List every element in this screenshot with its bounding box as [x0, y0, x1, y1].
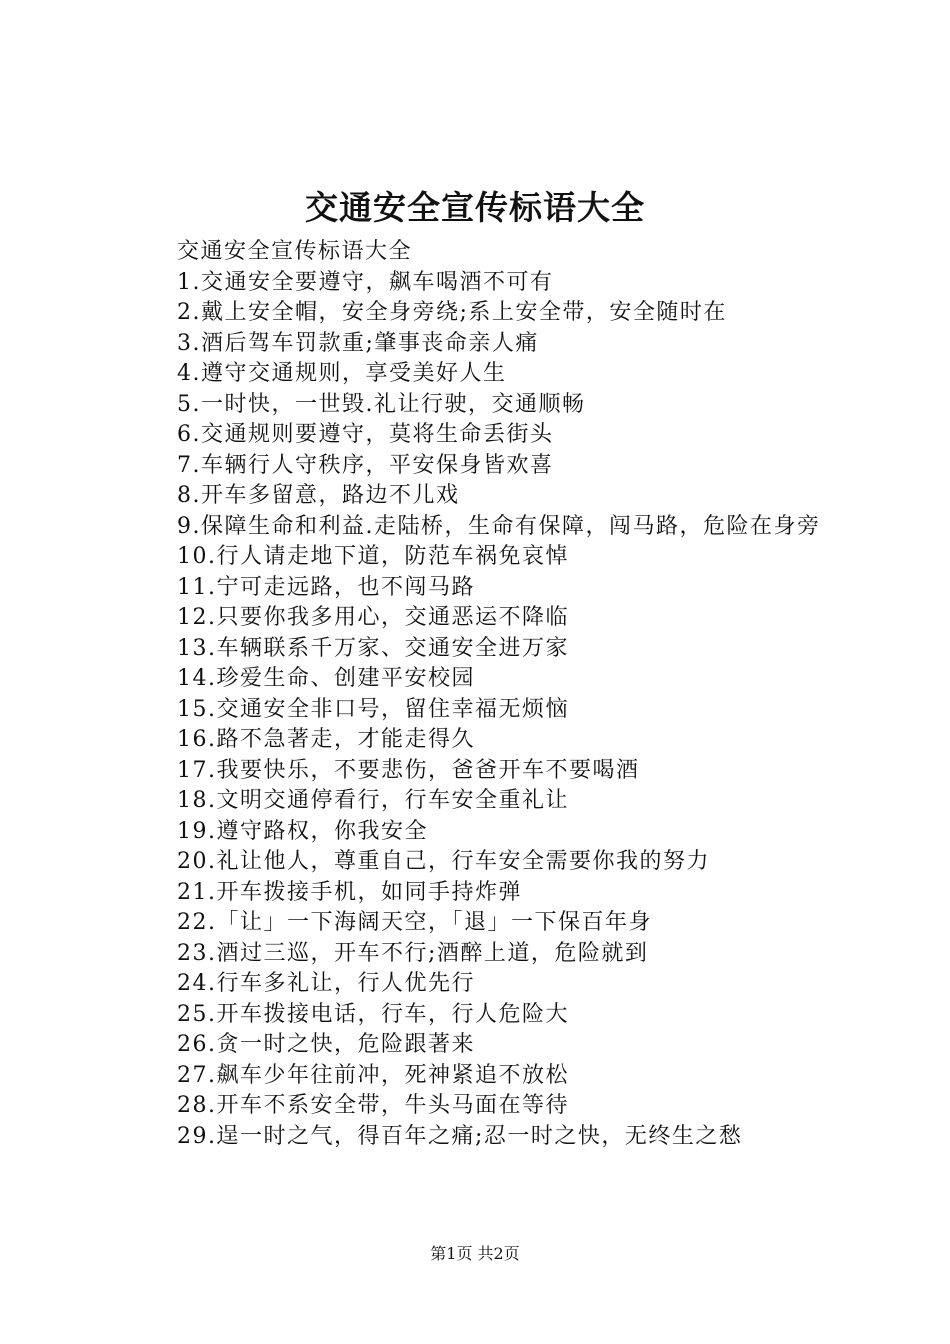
slogan-item: 15.交通安全非口号，留住幸福无烦恼 [177, 696, 569, 722]
slogan-item: 17.我要快乐，不要悲伤，爸爸开车不要喝酒 [177, 757, 640, 783]
slogan-item: 14.珍爱生命、创建平安校园 [177, 666, 475, 691]
slogan-item: 25.开车拨接电话，行车，行人危险大 [177, 1001, 569, 1027]
slogan-item: 4.遵守交通规则，享受美好人生 [177, 361, 507, 386]
slogan-item: 5.一时快，一世毁.礼让行驶，交通顺畅 [177, 391, 586, 417]
slogan-item: 21.开车拨接手机，如同手持炸弹 [177, 879, 522, 905]
slogan-item: 10.行人请走地下道，防范车祸免哀悼 [177, 544, 569, 569]
slogan-item: 19.遵守路权，你我安全 [177, 818, 428, 844]
page-number-footer: 第1页 共2页 [430, 1244, 520, 1263]
slogan-item: 8.开车多留意，路边不儿戏 [177, 483, 460, 508]
slogan-item: 3.酒后驾车罚款重;肇事丧命亲人痛 [177, 330, 539, 356]
slogan-item: 27.飙车少年往前冲，死神紧追不放松 [177, 1062, 569, 1088]
document-body [130, 237, 835, 1152]
slogan-item: 18.文明交通停看行，行车安全重礼让 [177, 788, 569, 813]
slogan-item: 7.车辆行人守秩序，平安保身皆欢喜 [177, 452, 554, 478]
slogan-item: 9.保障生命和利益.走陆桥，生命有保障，闯马路，危险在身旁 [177, 513, 821, 539]
slogan-item: 28.开车不系安全带，牛头马面在等待 [177, 1093, 569, 1118]
document-title: 交通安全宣传标语大全 [305, 188, 645, 227]
slogan-item: 6.交通规则要遵守，莫将生命丢街头 [177, 422, 554, 447]
slogan-item: 20.礼让他人，尊重自己，行车安全需要你我的努力 [177, 849, 710, 874]
slogan-item: 2.戴上安全帽，安全身旁绕;系上安全带，安全随时在 [177, 300, 727, 325]
slogan-item: 29.逞一时之气，得百年之痛;忍一时之快，无终生之愁 [177, 1123, 743, 1149]
slogan-item: 13.车辆联系千万家、交通安全进万家 [177, 635, 569, 661]
slogan-item: 23.酒过三巡，开车不行;酒醉上道，危险就到 [177, 940, 649, 966]
slogan-item: 22.「让」一下海阔天空，「退」一下保百年身 [177, 910, 652, 935]
slogan-item: 24.行车多礼让，行人优先行 [177, 971, 475, 996]
slogan-item: 12.只要你我多用心，交通恶运不降临 [177, 605, 569, 630]
slogan-item: 11.宁可走远路，也不闯马路 [177, 574, 475, 600]
slogan-item: 16.路不急著走，才能走得久 [177, 727, 475, 752]
slogan-item: 1.交通安全要遵守，飙车喝酒不可有 [177, 269, 554, 295]
intro-paragraph: 交通安全宣传标语大全 [177, 239, 413, 264]
slogan-item: 26.贪一时之快，危险跟著来 [177, 1032, 475, 1057]
